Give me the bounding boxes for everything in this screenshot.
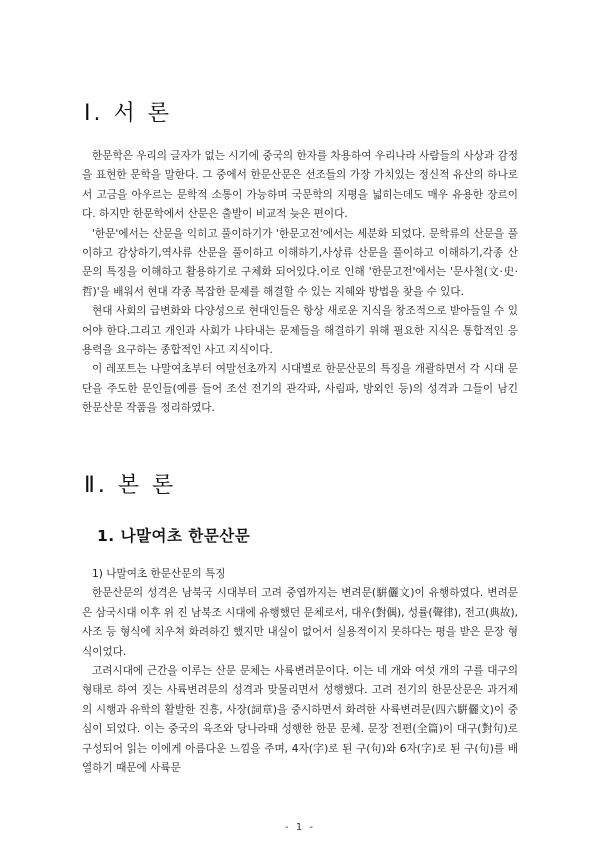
main-body-text	[82, 565, 518, 778]
section-heading-main-body: Ⅱ. 본 론	[84, 473, 177, 498]
page-number: - 1 -	[285, 822, 315, 833]
introduction-body	[82, 147, 518, 419]
intro-paragraph-1: 한문학은 우리의 글자가 없는 시기에 중국의 한자를 차용하여 우리나라 사람들의 사상과 감정을 표현한 문학을 말한다. 그 중에서 한문산문은 선조들의 가장 가치있는 정신적 유산의 하나로서 고금을 아우르는 문학적 소통이 가능하며 국문학의 지평을 넓히는데도 매우 유용한 장르이다. 하지만 한문학에서 산문은 출발이 비교적 늦은 편이다.	[82, 150, 518, 221]
intro-paragraph-2: '한문'에서는 산문을 익히고 풀이하기가 '한문고전'에서는 세분화 되었다. 문학류의 산문을 풀이하고 감상하기,역사류 산문을 풀이하고 이해하기,사상류 산문을 풀이하고 이해하기,각종 산문의 특징을 이해하고 활용하기로 구체화 되어있다.이로 인해 '한문고전'에서는 '문사철(文·史·哲)'을 배워서 현대 각종 복잡한 문제를 해결할 수 있는 지혜와 방법을 찾을 수 있다.	[82, 227, 518, 298]
intro-paragraph-3: 현대 사회의 급변화와 다양성으로 현대인들은 항상 새로운 지식을 창조적으로 받아들일 수 있어야 한다.그리고 개인과 사회가 나타내는 문제들을 해결하기 위해 필요한 지식은 통합적인 응용력을 요구하는 종합적인 사고 지식이다.	[82, 305, 518, 357]
intro-paragraph-4: 이 레포트는 나말여초부터 여말선초까지 시대별로 한문산문의 특징을 개괄하면서 각 시대 문단을 주도한 문인들(예를 들어 조선 전기의 관각파, 사림파, 방외인 등)의 성격과 그들이 남긴 한문산문 작품을 정리하였다.	[82, 363, 518, 415]
subsection-label: 1) 나말여초 한문산문의 특징	[92, 568, 226, 580]
body-paragraph-2: 고려시대에 근간을 이루는 산문 문체는 사륙변려문이다. 이는 네 개와 여섯 개의 구를 대구의 형태로 하여 짓는 사륙변려문의 성격과 맞물리면서 성행했다. 고려 전기의 한문산문은 과거제의 시행과 유학의 활발한 진흥, 사장(詞章)을 중시하면서 화려한 사륙변려문(四六騈儷文)이 중심이 되었다. 이는 중국의 육조와 당나라때 성행한 한문 문체. 문장 전편(全篇)이 대구(對句)로 구성되어 읽는 이에게 아름다운 느낌을 주며, 4자(字)로 된 구(句)와 6자(字)로 된 구(句)를 배열하기 때문에 사륙문	[82, 665, 518, 775]
section-heading-introduction: Ⅰ. 서 론	[84, 101, 172, 126]
subsection-heading: 1. 나말여초 한문산문	[97, 527, 251, 545]
body-paragraph-1: 한문산문의 성격은 남북국 시대부터 고려 중엽까지는 변려문(騈儷文)이 유행하였다. 변려문은 삼국시대 이후 위 진 남북조 시대에 유행했던 문체로서, 대우(對偶), 성률(聲律), 전고(典故), 사조 등 형식에 치우쳐 화려하긴 했지만 내실이 없어서 실용적이지 못하다는 평을 받은 문장 형식이었다.	[82, 587, 518, 658]
